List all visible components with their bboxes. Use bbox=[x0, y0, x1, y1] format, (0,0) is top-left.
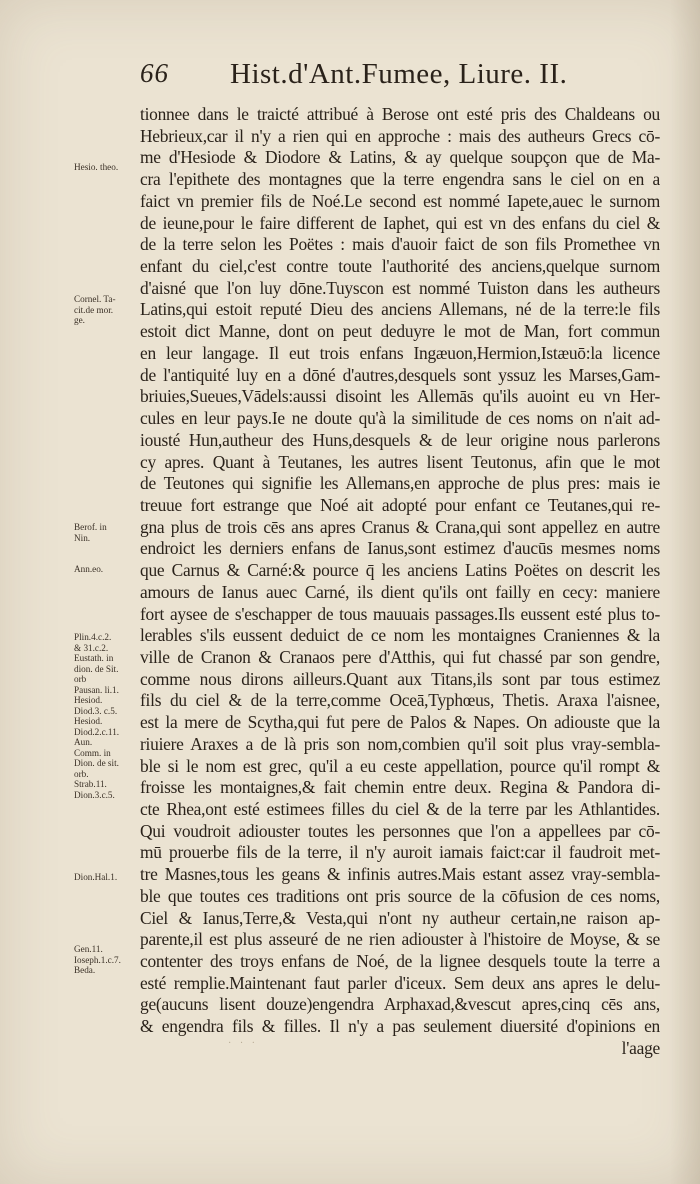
text-line: de la terre selon les Poëtes : mais d'auoir faict de son fils Promethee vn bbox=[140, 234, 660, 255]
text-line: briuies,Sueues,Vādels:aussi disoint les Allemās qu'ils auoint eu vn Her- bbox=[140, 386, 660, 407]
main-text-block bbox=[140, 104, 660, 1060]
text-line: d'aisné que l'on luy dōne.Tuyscon est nommé Tuiston dans les autheurs bbox=[140, 277, 660, 298]
text-line: que Carnus & Carné:& pource q̄ les anciens Latins Poëtes on descrit les bbox=[140, 560, 660, 581]
text-line: fils du ciel & de la terre,comme Oceā,Typhœus, Thetis. Araxa l'aisnee, bbox=[140, 690, 660, 711]
page-header bbox=[140, 58, 640, 98]
marginal-note: Cornel. Ta- cit.de mor. ge. bbox=[74, 294, 116, 325]
text-line: de l'antiquité luy en a dōné d'autres,desquels sont yssuz les Marses,Gam- bbox=[140, 364, 660, 385]
marginal-note: Dion.Hal.1. bbox=[74, 872, 118, 882]
text-line: cra l'epithete des montagnes que la terre engendra sans le ciel on en a bbox=[140, 169, 660, 190]
text-line: Qui voudroit adiouster toutes les personnes que l'on a appellees par cō- bbox=[140, 820, 660, 841]
text-line: de ieune,pour le faire different de Iaphet, qui est vn des enfans du ciel & bbox=[140, 212, 660, 233]
text-line: & engendra fils & filles. Il n'y a pas seulement diuersité d'opinions en bbox=[140, 1016, 660, 1037]
text-line: froisse les montaignes,& fait chemin entre deux. Regina & Pandora di- bbox=[140, 777, 660, 798]
text-line: endroict les derniers enfans de Ianus,sont estimez d'aucūs mesmes noms bbox=[140, 538, 660, 559]
text-line: ble que toutes ces traditions ont pris source de la cōfusion de ces noms, bbox=[140, 885, 660, 906]
text-line: iousté Hun,autheur des Huns,desquels & de leur origine nous parlerons bbox=[140, 429, 660, 450]
text-line: faict vn premier fils de Noé.Le second est nommé Iapete,auec le surnom bbox=[140, 190, 660, 211]
text-line: gna plus de trois cēs ans apres Cranus & Crana,qui sont appellez en autre bbox=[140, 516, 660, 537]
text-line: cy apres. Quant à Teutanes, les autres lisent Teutonus, afin que le mot bbox=[140, 451, 660, 472]
text-line: tionnee dans le traicté attribué à Berose ont esté pris des Chaldeans ou bbox=[140, 104, 660, 124]
text-line: tre Masnes,tous les geans & infinis autres.Mais estant assez vray-sembla- bbox=[140, 864, 660, 885]
text-line: ville de Cranon & Cranaos pere d'Atthis, qui fut chassé par son gendre, bbox=[140, 646, 660, 667]
marginal-note: Berof. in Nin. bbox=[74, 522, 107, 543]
text-line: esté remplie.Maintenant faut parler d'iceux. Sem deux ans apres le delu- bbox=[140, 972, 660, 993]
text-line: estoit dict Manne, dont on peut deduyre le mot de Man, fort commun bbox=[140, 321, 660, 342]
running-title: Hist.d'Ant.Fumee, Liure. II. bbox=[230, 58, 568, 90]
marginal-note: Plin.4.c.2. & 31.c.2. Eustath. in dion. de Sit. orb Pausan. li.1. Hesiod. Diod.3. c.5. Hesiod. Diod.2.c.11. Aun. Comm. in Dion. de sit. orb. Strab.11. Dion.3.c.5. bbox=[74, 632, 120, 800]
page-number: 66 bbox=[140, 58, 169, 88]
text-line: riuiere Araxes a de là pris son nom,combien qu'il soit plus vray-sembla- bbox=[140, 733, 660, 754]
text-line: est la mere de Scytha,qui fut pere de Palos & Napes. On adiouste que la bbox=[140, 712, 660, 733]
marginal-note: Hesio. theo. bbox=[74, 162, 119, 172]
text-line: fort aysee de s'eschapper de tous mauuais passages.Ils eussent esté plus to- bbox=[140, 603, 660, 624]
text-line: enfant du ciel,c'est contre toute l'authorité des anciens,quelque surnom bbox=[140, 256, 660, 277]
text-line: lerables s'ils eussent deduict de ce nom les montaignes Craniennes & la bbox=[140, 625, 660, 646]
text-line: parente,il est plus asseuré de ne rien adiouster à l'histoire de Moyse, & se bbox=[140, 929, 660, 950]
text-line: cte Rhea,ont esté estimees filles du ciel & de la terre par les Athlantides. bbox=[140, 799, 660, 819]
text-line: en leur langage. Il eut trois enfans Ingæuon,Hermion,Istæuō:la licence bbox=[140, 342, 660, 363]
marginal-note: Ann.eo. bbox=[74, 564, 104, 574]
text-line: ge(aucuns lisent douze)engendra Arphaxad,&vescut apres,cinq cēs ans, bbox=[140, 994, 660, 1015]
text-line: mū prouerbe fils de la terre, il n'y auroit iamais faict:car il faudroit met- bbox=[140, 842, 660, 863]
text-line: Hebrieux,car il n'y a rien qui en approche : mais des autheurs Grecs cō- bbox=[140, 125, 660, 146]
text-line: amours de Ianus auec Carné, ils dient qu'ils ont failly en cecy: maniere bbox=[140, 581, 660, 602]
text-line: Ciel & Ianus,Terre,& Vesta,qui n'ont ny autheur certain,ne raison ap- bbox=[140, 907, 660, 928]
text-line: treuue fort estrange que Noé ait adopté pour enfant ce Teutanes,qui re- bbox=[140, 494, 660, 515]
page-edge-shadow bbox=[670, 0, 700, 1184]
marginal-notes bbox=[74, 0, 140, 1184]
text-line: comme nous dirons ailleurs.Quant aux Titans,ils sont par tous estimez bbox=[140, 668, 660, 689]
marginal-note: Gen.11. Ioseph.1.c.7. Beda. bbox=[74, 944, 121, 975]
text-line: de Teutones qui signifie les Allemans,en approche de plus pres: mais ie bbox=[140, 473, 660, 494]
faint-bleed-through-mark: · · · bbox=[228, 1038, 258, 1049]
text-line: contenter des troys enfans de Noé, de la lignee desquels toute la terre a bbox=[140, 951, 660, 972]
text-line: ble si le nom est grec, qu'il a eu ceste appellation, pource qu'il rompt & bbox=[140, 755, 660, 776]
text-line: Latins,qui estoit reputé Dieu des anciens Allemans, né de la terre:le fils bbox=[140, 299, 660, 320]
text-line: me d'Hesiode & Diodore & Latins, & ay quelque soupçon que de Ma- bbox=[140, 147, 660, 168]
catchword: l'aage bbox=[621, 1037, 660, 1058]
text-line: cules en leur pays.Ie ne doute qu'à la similitude de ces noms on n'ait ad- bbox=[140, 408, 660, 429]
